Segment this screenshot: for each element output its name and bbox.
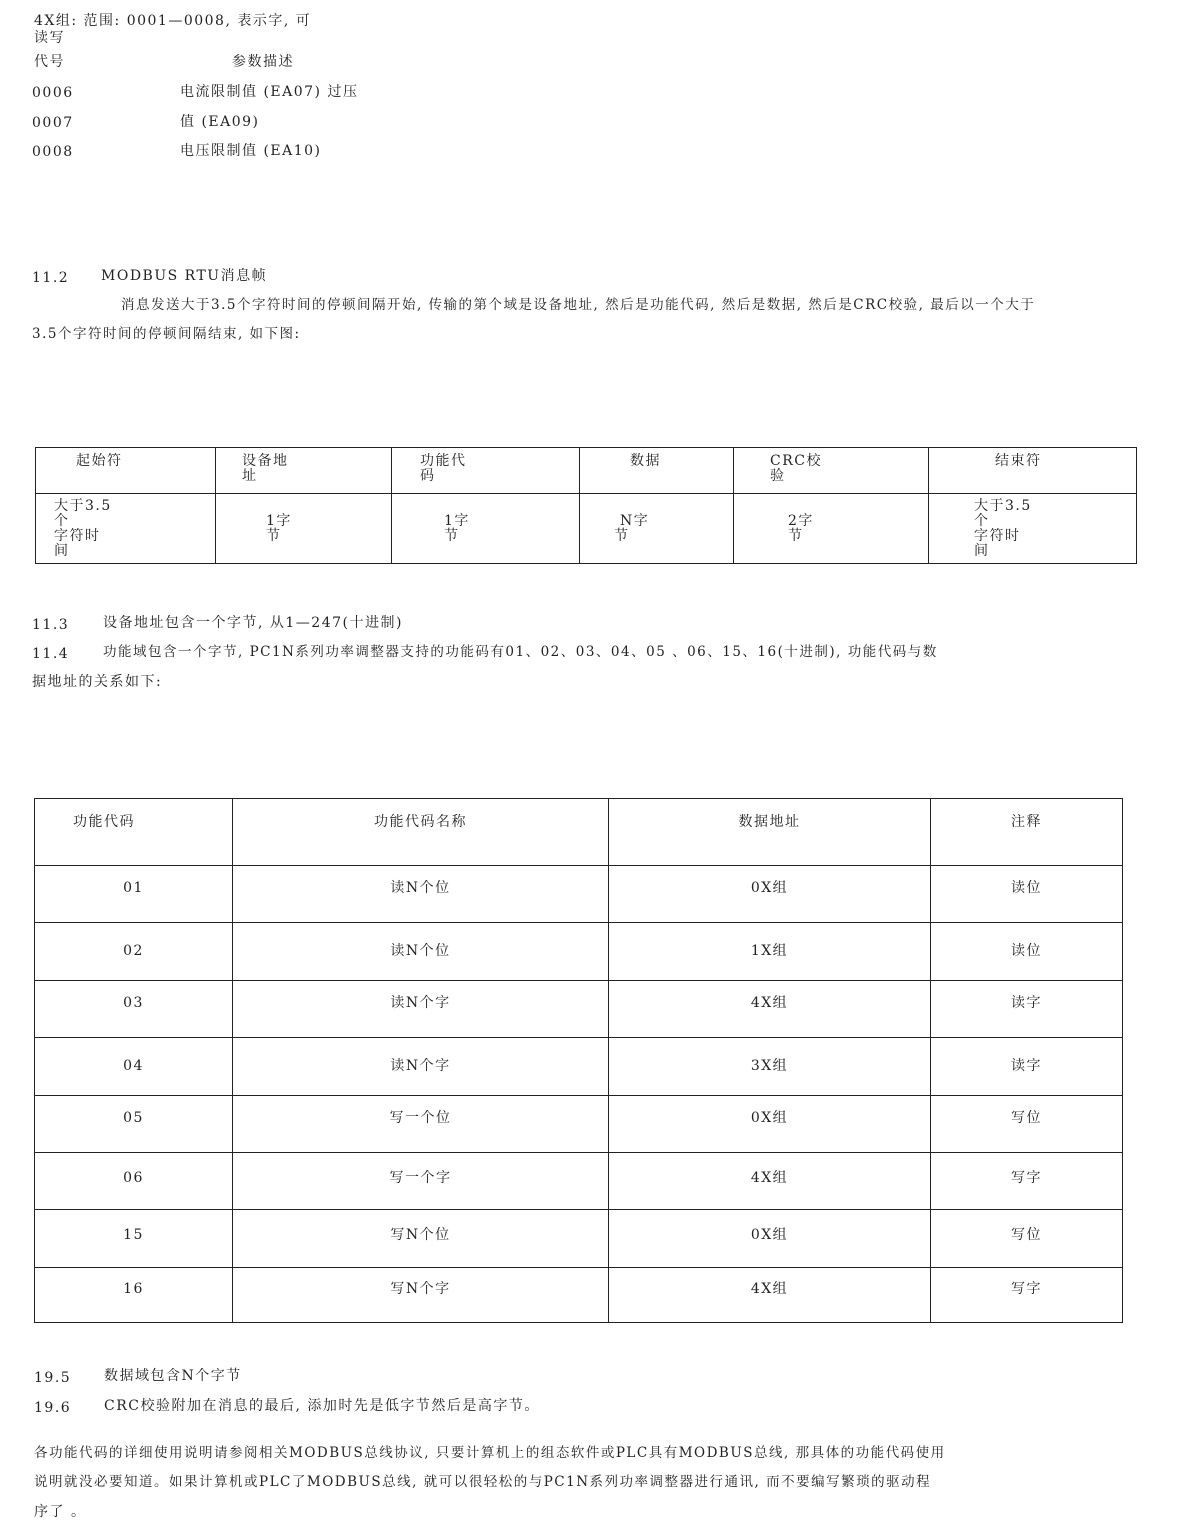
value-text: 节 [788, 528, 804, 544]
frame-table [35, 447, 1137, 564]
name-cell: 读N个字 [233, 1038, 609, 1096]
header-text: 址 [242, 468, 258, 484]
header-text: 起始符 [76, 453, 123, 469]
param-desc: 电压限制值 (EA10) [180, 143, 322, 159]
name-cell: 读N个字 [233, 981, 609, 1038]
addr-cell: 4X组 [609, 1153, 931, 1210]
code-cell: 15 [35, 1210, 233, 1268]
section-number: 19.6 [34, 1400, 72, 1416]
frame-value-cell [216, 494, 392, 564]
param-code: 0008 [32, 144, 74, 160]
code-cell: 06 [35, 1153, 233, 1210]
value-text: 间 [54, 543, 70, 559]
section-text: 据地址的关系如下: [32, 674, 163, 690]
para-line: 消息发送大于3.5个字符时间的停顿间隔开始, 传输的第个域是设备地址, 然后是功能代码, 然后是数据, 然后是CRC校验, 最后以一个大于 [121, 297, 1036, 313]
table-row [35, 1153, 1123, 1210]
value-text: 间 [974, 543, 990, 559]
frame-value-cell [392, 494, 580, 564]
header-cell: 注释 [931, 799, 1123, 866]
frame-value-cell [580, 494, 734, 564]
header-cell: 功能代码名称 [233, 799, 609, 866]
addr-cell: 3X组 [609, 1038, 931, 1096]
header-text: 功能代 [420, 453, 467, 469]
note-cell: 读位 [931, 923, 1123, 981]
note-cell: 写字 [931, 1268, 1123, 1323]
value-text: 节 [614, 528, 630, 544]
table-row [35, 1096, 1123, 1153]
value-text: 2字 [788, 513, 814, 529]
name-cell: 读N个位 [233, 866, 609, 923]
param-desc: 电流限制值 (EA07) 过压 [180, 84, 359, 100]
closing-line: 各功能代码的详细使用说明请参阅相关MODBUS总线协议, 只要计算机上的组态软件或PLC具有MODBUS总线, 那具体的功能代码使用 [34, 1445, 946, 1461]
note-cell: 读位 [931, 866, 1123, 923]
value-text: 节 [266, 528, 282, 544]
frame-value-cell [734, 494, 929, 564]
name-cell: 写N个位 [233, 1210, 609, 1268]
value-text: 字符时 [54, 528, 101, 544]
table-header-row [35, 799, 1123, 866]
code-cell: 16 [35, 1268, 233, 1323]
frame-header-row [36, 448, 1137, 494]
para-line: 3.5个字符时间的停顿间隔结束, 如下图: [32, 326, 301, 342]
table-row [35, 1210, 1123, 1268]
intro-line-2: 读写 [34, 30, 65, 46]
header-cell: 数据地址 [609, 799, 931, 866]
frame-value-row [36, 494, 1137, 564]
value-text: 1字 [266, 513, 292, 529]
closing-line: 说明就没必要知道。如果计算机或PLC了MODBUS总线, 就可以很轻松的与PC1N系列功率调整器进行通讯, 而不要编写繁琐的驱动程 [34, 1474, 932, 1490]
table-row [35, 923, 1123, 981]
name-cell: 写一个位 [233, 1096, 609, 1153]
table-row [35, 1038, 1123, 1096]
frame-header-cell [392, 448, 580, 494]
section-number: 19.5 [34, 1370, 72, 1386]
header-text: CRC校 [770, 453, 822, 469]
section-text: CRC校验附加在消息的最后, 添加时先是低字节然后是高字节。 [104, 1398, 540, 1414]
frame-header-cell [929, 448, 1137, 494]
note-cell: 写位 [931, 1210, 1123, 1268]
addr-cell: 0X组 [609, 1210, 931, 1268]
function-code-table [34, 798, 1123, 1323]
section-number: 11.4 [32, 646, 70, 662]
name-cell: 读N个位 [233, 923, 609, 981]
code-cell: 05 [35, 1096, 233, 1153]
code-cell: 02 [35, 923, 233, 981]
header-text: 结束符 [995, 453, 1042, 469]
param-code: 0006 [32, 85, 74, 101]
header-text: 数据 [630, 453, 661, 469]
addr-cell: 0X组 [609, 1096, 931, 1153]
value-text: 大于3.5 [974, 498, 1032, 514]
code-cell: 03 [35, 981, 233, 1038]
name-cell: 写一个字 [233, 1153, 609, 1210]
section-number: 11.3 [32, 617, 70, 633]
header-cell: 功能代码 [35, 799, 233, 866]
note-cell: 读字 [931, 981, 1123, 1038]
frame-header-cell [580, 448, 734, 494]
params-header-desc: 参数描述 [232, 54, 294, 70]
table-row [35, 1268, 1123, 1323]
value-text: 大于3.5 [54, 498, 112, 514]
name-cell: 写N个字 [233, 1268, 609, 1323]
param-desc: 值 (EA09) [180, 114, 260, 130]
table-row [35, 866, 1123, 923]
addr-cell: 4X组 [609, 981, 931, 1038]
note-cell: 读字 [931, 1038, 1123, 1096]
header-text: 验 [770, 468, 786, 484]
header-text: 码 [420, 468, 436, 484]
frame-value-cell [36, 494, 216, 564]
intro-line-1: 4X组: 范围: 0001—0008, 表示字, 可 [34, 13, 312, 29]
value-text: 个 [54, 513, 70, 529]
note-cell: 写位 [931, 1096, 1123, 1153]
params-header-code: 代号 [34, 54, 65, 70]
frame-header-cell [36, 448, 216, 494]
section-title: MODBUS RTU消息帧 [101, 268, 268, 284]
frame-value-cell [929, 494, 1137, 564]
header-text: 设备地 [242, 453, 289, 469]
value-text: 节 [444, 528, 460, 544]
value-text: 个 [974, 513, 990, 529]
code-cell: 04 [35, 1038, 233, 1096]
frame-header-cell [734, 448, 929, 494]
addr-cell: 4X组 [609, 1268, 931, 1323]
section-text: 设备地址包含一个字节, 从1—247(十进制) [103, 615, 403, 631]
addr-cell: 1X组 [609, 923, 931, 981]
param-code: 0007 [32, 115, 74, 131]
note-cell: 写字 [931, 1153, 1123, 1210]
code-cell: 01 [35, 866, 233, 923]
value-text: 字符时 [974, 528, 1021, 544]
closing-line: 序了 。 [34, 1504, 87, 1520]
section-number: 11.2 [32, 270, 70, 286]
section-text: 功能域包含一个字节, PC1N系列功率调整器支持的功能码有01、02、03、04、05 、06、15、16(十进制), 功能代码与数 [103, 644, 938, 660]
value-text: 1字 [444, 513, 470, 529]
addr-cell: 0X组 [609, 866, 931, 923]
frame-header-cell [216, 448, 392, 494]
value-text: N字 [620, 513, 650, 529]
section-text: 数据域包含N个字节 [104, 1368, 242, 1384]
table-row [35, 981, 1123, 1038]
